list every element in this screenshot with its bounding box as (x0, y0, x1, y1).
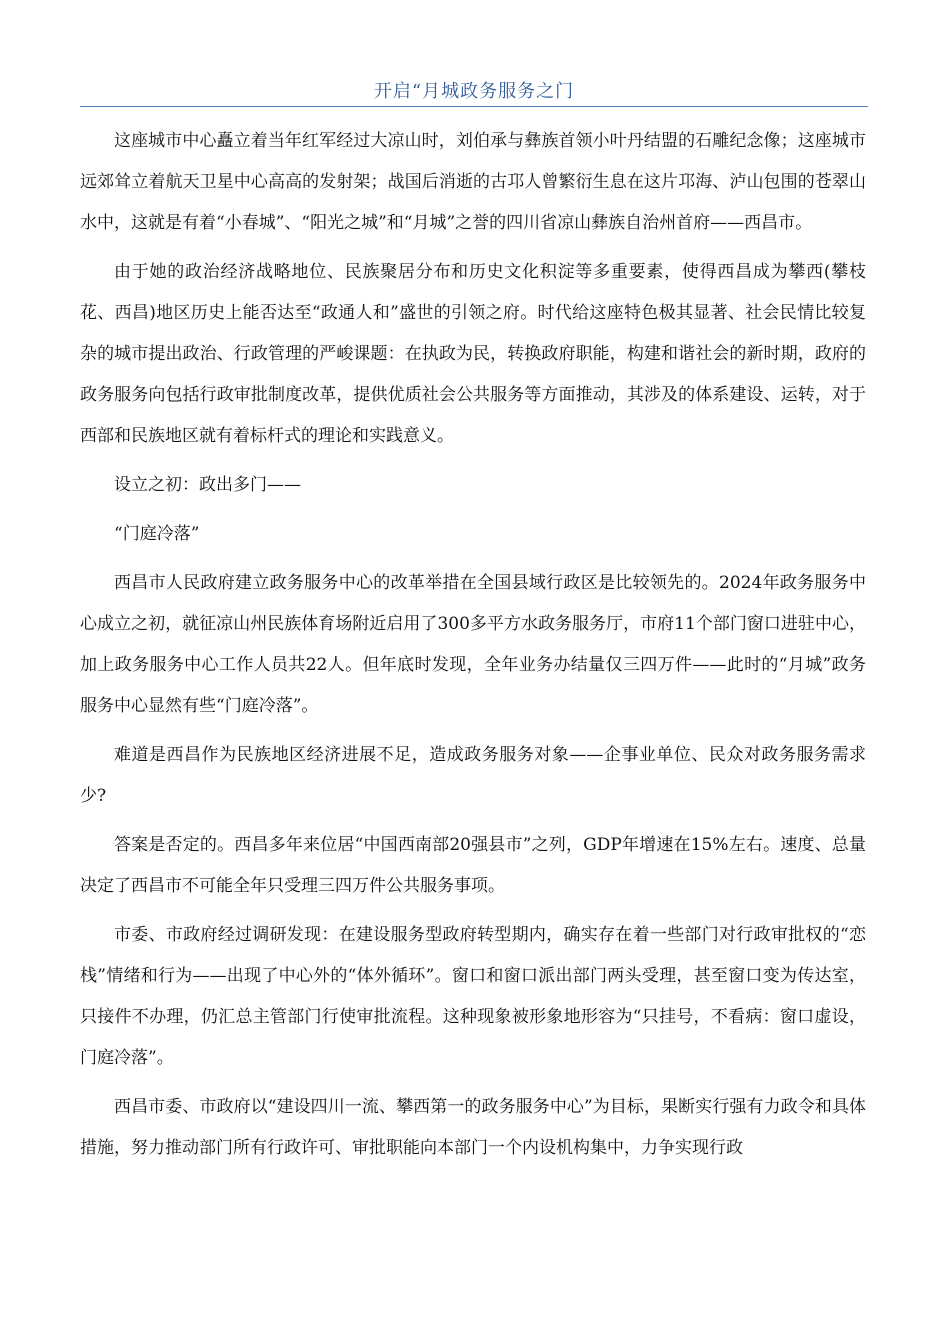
paragraph: 西昌市人民政府建立政务服务中心的改革举措在全国县域行政区是比较领先的。2024年政务服务中心成立之初，就征凉山州民族体育场附近启用了300多平方水政务服务厅，市府11个部门窗口进驻中心，加上政务服务中心工作人员共22人。但年底时发现，全年业务办结量仅三四万件——此时的“月城”政务服务中心显然有些“门庭冷落”。 (80, 573, 866, 716)
paragraph: 答案是否定的。西昌多年来位居“中国西南部20强县市”之列，GDP年增速在15%左右。速度、总量决定了西昌市不可能全年只受理三四万件公共服务事项。 (80, 835, 866, 896)
paragraph: 由于她的政治经济战略地位、民族聚居分布和历史文化积淀等多重要素，使得西昌成为攀西(攀枝花、西昌)地区历史上能否达至“政通人和”盛世的引领之府。时代给这座特色极其显著、社会民情比较复杂的城市提出政治、行政管理的严峻课题：在执政为民，转换政府职能，构建和谐社会的新时期，政府的政务服务向包括行政审批制度改革，提供优质社会公共服务等方面推动，其涉及的体系建设、运转，对于西部和民族地区就有着标杆式的理论和实践意义。 (80, 262, 866, 446)
paragraph: 市委、市政府经过调研发现：在建设服务型政府转型期内，确实存在着一些部门对行政审批权的“恋栈”情绪和行为——出现了中心外的“体外循环”。窗口和窗口派出部门两头受理，甚至窗口变为传达室，只接件不办理，仍汇总主管部门行使审批流程。这种现象被形象地形容为“只挂号，不看病：窗口虚设，门庭冷落”。 (80, 925, 866, 1068)
page-title: 开启“月城政务服务之门 (373, 81, 575, 102)
paragraph: 难道是西昌作为民族地区经济进展不足，造成政务服务对象——企事业单位、民众对政务服务需求少? (80, 745, 866, 806)
paragraph: 这座城市中心矗立着当年红军经过大凉山时，刘伯承与彝族首领小叶丹结盟的石雕纪念像；这座城市远郊耸立着航天卫星中心高高的发射架；战国后消逝的古邛人曾繁衍生息在这片邛海、泸山包围的苍翠山水中，这就是有着“小春城”、“阳光之城”和“月城”之誉的四川省凉山彝族自治州首府——西昌市。 (80, 131, 866, 233)
section-heading: 设立之初：政出多门—— (114, 475, 301, 495)
section-subheading: “门庭冷落” (114, 524, 200, 544)
page-header (80, 78, 868, 107)
paragraph: 西昌市委、市政府以“建设四川一流、攀西第一的政务服务中心”为目标，果断实行强有力政令和具体措施，努力推动部门所有行政许可、审批职能向本部门一个内设机构集中，力争实现行政 (80, 1097, 866, 1158)
article-body (80, 121, 866, 1177)
